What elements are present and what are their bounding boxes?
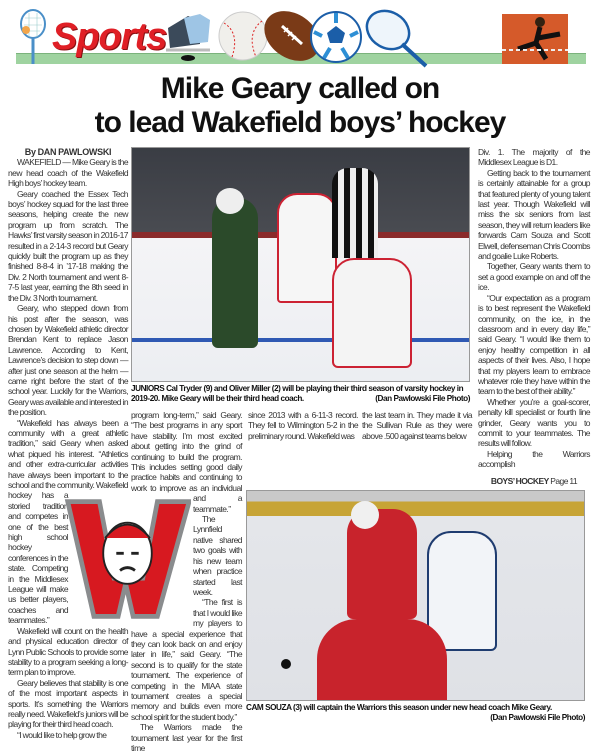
wakefield-warriors-logo bbox=[64, 494, 191, 624]
photo-2-caption bbox=[246, 703, 585, 723]
jump-section: BOYS’ HOCKEY bbox=[490, 475, 549, 486]
paragraph: “Wakefield has always been a community with a great athletic tradition,” said Geary when asked what piqued his interest. “Athletics and other extra-curricular activities have always been important to the school and the community. Wakefield hockey has a storied tradition and competes in one of the best high school hockey conferences in the state. Competing in the Middlesex League will make us better players, coaches and teammates.” bbox=[8, 417, 128, 626]
photo-juniors-hockey bbox=[131, 147, 470, 382]
paragraph: program long-term,” said Geary. “The best programs in any sport have stability. I’m most excited about getting into the grind of continuing to build the program. This includes setting good daily practice habits and continuing to work to improve as an individual and a teammate.” bbox=[131, 410, 242, 514]
paragraph: the last team in. They made it via the Sullivan Rule as they were above .500 against teams below bbox=[362, 410, 472, 441]
article-column-1 bbox=[8, 147, 128, 740]
paragraph: “The first is that I would like my players to have a special experience that they can look back on and enjoy later in life,” said Geary. “The second is to qualify for the state tournament. The experience of competing in the MIAA state tournament creates a special memory and builds even more school spirit for the student body.” bbox=[131, 597, 242, 722]
lacrosse-stick-icon bbox=[16, 8, 50, 66]
paragraph: since 2013 with a 6-11-3 record. They fell to Wilmington 5-2 in the preliminary round. Wakefield was bbox=[248, 410, 358, 441]
helmet bbox=[351, 501, 379, 529]
soccer-ball-icon bbox=[310, 10, 362, 64]
paragraph: WAKEFIELD — Mike Geary is the new head coach of the Wakefield High boys’ hockey team. bbox=[8, 157, 128, 189]
headline-line-1: Mike Geary called on bbox=[160, 72, 440, 105]
paragraph: Geary, who stepped down from his post after the season, was chosen by Wakefield athletic director Brendan Kent to replace Jason Lawrence. According to Kent, Lawrence’s decision to step down — after just one season at the helm — came right before the start of the school year. Luckily for the Warriors, Geary was available and interested in the position. bbox=[8, 303, 128, 418]
paragraph: Geary believes that stability is one of the most important aspects in sports. It’s something the Warriors really need. Wakefield’s juniors will be playing for their third head coach. bbox=[8, 677, 128, 730]
section-title: Sports bbox=[52, 16, 167, 58]
photo-1-caption bbox=[131, 384, 470, 404]
article-column-3 bbox=[248, 410, 358, 441]
referee bbox=[332, 168, 378, 258]
paragraph: Div. 1. The majority of the Middlesex League is D1. bbox=[478, 147, 590, 168]
article-column-4 bbox=[362, 410, 472, 441]
tennis-racket-icon bbox=[362, 8, 432, 68]
player-white-9 bbox=[277, 193, 337, 303]
player-green bbox=[212, 198, 258, 348]
paragraph: Getting back to the tournament is certainly attainable for a group that featured plenty of young talent last year. Though Wakefield will miss the six seniors from last season, they will return leaders like forwards Cam Souza and Scott Elwell, defenseman Chris Coombs and goalie Luke Roberts. bbox=[478, 167, 590, 262]
player-13 bbox=[317, 619, 447, 701]
paragraph: “I would like to help grow the bbox=[17, 729, 107, 740]
paragraph: Wakefield will count on the health and physical education director of Lynn Public Schools to provide some stability to a program seeking a long-term plan to improve. bbox=[8, 625, 128, 678]
rink-blue-line bbox=[132, 338, 469, 342]
headline-line-2: to lead Wakefield boys’ hockey bbox=[94, 106, 506, 139]
paragraph: The Lynnfield native shared two goals with his new team when practice started last week. bbox=[193, 514, 242, 597]
player-white-2 bbox=[332, 258, 412, 368]
headline bbox=[0, 72, 600, 140]
paragraph: Geary coached the Essex Tech boys’ hockey squad for the last three seasons, helping create the new program up from scratch. The Hawks’ first varsity season in 2016-17 resulted in a 2-14-3 record but Geary quickly built the program up as they finished 8-8-4 in ’17-18 making the Div. 2 North tournament and went 8-7-5 last year, earning the 8th seed in the Div. 3 North tournament. bbox=[8, 188, 128, 303]
paragraph: Whether you’re a goal-scorer, penalty kill specialist or fourth line grinder, Geary wants you to commit to your teammates. The results will follow. bbox=[478, 396, 590, 449]
photo-cam-souza bbox=[246, 490, 585, 701]
caption-text: CAM SOUZA (3) will captain the Warriors this season under new head coach Mike Geary. bbox=[246, 703, 552, 712]
paragraph: The Warriors made the tournament last year for the first time bbox=[131, 722, 242, 753]
article-column-5 bbox=[478, 147, 590, 486]
caption-text: JUNIORS Cal Tryder (9) and Oliver Miller (2) will be playing their third season of varsity hockey in 2019-20. Mike Geary will be their third head coach. bbox=[131, 384, 464, 403]
byline: By DAN PAWLOWSKI bbox=[24, 147, 112, 157]
paragraph: Helping the Warriors accomplish bbox=[478, 448, 590, 470]
paragraph: “Our expectation as a program is to best represent the Wakefield community, on the ice, in the classroom and in every day life,” said Geary. “I would like them to enjoy healthy competition in all aspects of their lives. Also, I hope that my players learn to embrace whatever role they have within the team to the best of their ability.” bbox=[478, 292, 590, 397]
photo-credit: (Dan Pawlowski File Photo) bbox=[375, 394, 470, 403]
hurdler-icon bbox=[500, 10, 570, 64]
helmet bbox=[216, 188, 244, 214]
paragraph: Together, Geary wants them to set a good example on and off the ice. bbox=[478, 261, 590, 293]
jump-page: Page 11 bbox=[550, 475, 578, 486]
puck bbox=[281, 659, 291, 669]
jump-line[interactable] bbox=[478, 476, 590, 486]
ice-skates-icon bbox=[158, 8, 216, 64]
photo-credit: (Dan Pawlowski File Photo) bbox=[490, 713, 585, 722]
